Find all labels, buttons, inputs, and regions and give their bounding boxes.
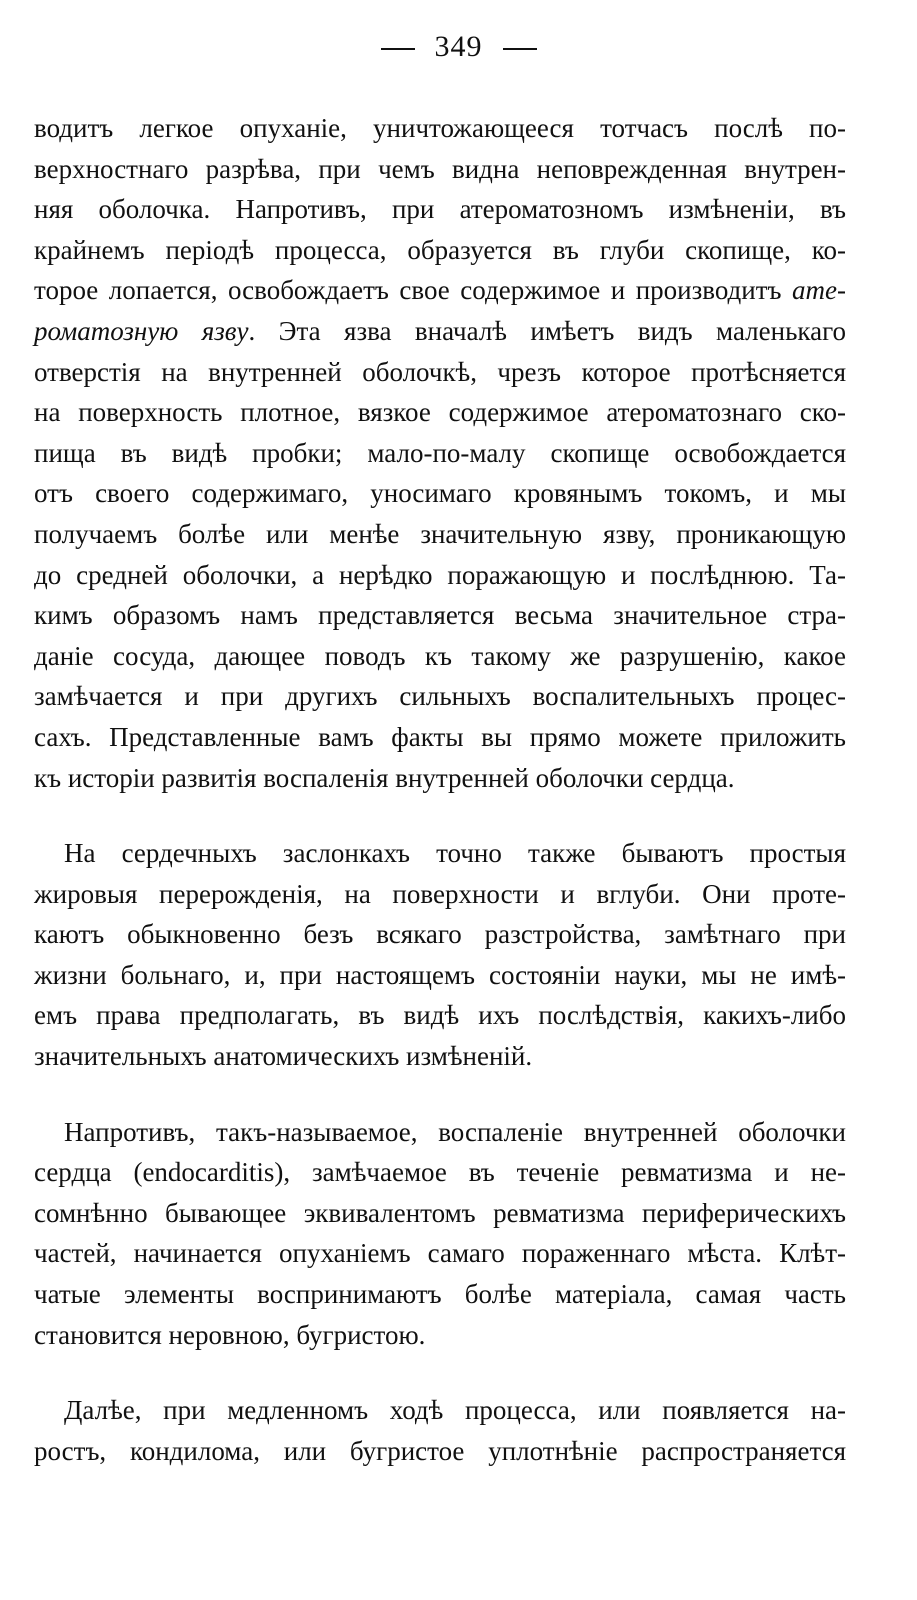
text-line: до средней оболочки, а нерѣдко поражающую и послѣднюю. Та- xyxy=(34,559,846,590)
text-line: отверстія на внутренней оболочкѣ, чрезъ которое протѣсняется xyxy=(34,356,846,387)
text-line: водитъ легкое опуханіе, уничтожающееся тотчасъ послѣ по- xyxy=(34,113,846,143)
text-line: каютъ обыкновенно безъ всякаго разстройства, замѣтнаго при xyxy=(34,919,846,950)
page-text xyxy=(34,108,846,1471)
text-line-with-italic xyxy=(34,270,846,311)
text-line-plain: торое лопается, освобождаетъ свое содержимое и производитъ xyxy=(34,275,782,306)
text-line: жизни больнаго, и, при настоящемъ состояніи науки, мы не имѣ- xyxy=(34,959,846,990)
header-dash-right xyxy=(503,48,537,50)
text-line: пища въ видѣ пробки; мало-по-малу скопище освобождается xyxy=(34,437,846,468)
text-line: жировыя перерожденія, на поверхности и вглуби. Они проте- xyxy=(34,878,846,909)
italic-term-end: роматозную язву xyxy=(34,315,249,346)
paragraph-1 xyxy=(34,108,846,798)
italic-term-start: ате- xyxy=(792,275,847,306)
text-line: чатые элементы воспринимаютъ болѣе матеріала, самая часть xyxy=(34,1279,846,1310)
text-line-plain: . Эта язва вначалѣ имѣетъ видъ маленькаго xyxy=(248,315,846,346)
text-line: на поверхность плотное, вязкое содержимое атероматознаго ско- xyxy=(34,397,846,428)
text-line: сомнѣнно бывающее эквивалентомъ ревматизма периферическихъ xyxy=(34,1197,846,1228)
page-header xyxy=(0,30,917,64)
text-line: Далѣе, при медленномъ ходѣ процесса, или появляется на- xyxy=(64,1395,846,1426)
text-line-with-italic xyxy=(34,311,846,352)
text-line: отъ своего содержимаго, уносимаго кровянымъ токомъ, и мы xyxy=(34,478,846,509)
text-line: ростъ, кондилома, или бугристое уплотнѣніе распространяется xyxy=(34,1435,846,1466)
text-line: даніе сосуда, дающее поводъ къ такому же разрушенію, какое xyxy=(34,640,846,671)
text-line: Напротивъ, такъ-называемое, воспаленіе внутренней оболочки xyxy=(64,1116,846,1147)
header-dash-left xyxy=(381,48,415,50)
text-line: частей, начинается опуханіемъ самаго пораженнаго мѣста. Клѣт- xyxy=(34,1238,846,1269)
text-line: емъ права предполагать, въ видѣ ихъ послѣдствія, какихъ-либо xyxy=(34,1000,846,1031)
text-line: становится неровною, бугристою. xyxy=(34,1319,426,1350)
text-line: На сердечныхъ заслонкахъ точно также бываютъ простыя xyxy=(64,838,846,869)
text-line: сахъ. Представленные вамъ факты вы прямо можете приложить xyxy=(34,721,846,752)
text-line: верхностнаго разрѣва, при чемъ видна неповрежденная внутрен- xyxy=(34,153,846,184)
text-line: кимъ образомъ намъ представляется весьма значительное стра- xyxy=(34,600,846,631)
page-number: 349 xyxy=(434,30,483,63)
text-line: получаемъ болѣе или менѣе значительную язву, проникающую xyxy=(34,518,846,549)
text-line: замѣчается и при другихъ сильныхъ воспалительныхъ процес- xyxy=(34,681,846,712)
text-line: къ исторіи развитія воспаленія внутренней оболочки сердца. xyxy=(34,762,735,793)
text-line: крайнемъ періодѣ процесса, образуется въ глуби скопище, ко- xyxy=(34,234,846,265)
text-line: сердца (endocarditis), замѣчаемое въ теченіе ревматизма и не- xyxy=(34,1157,846,1188)
paragraph-4 xyxy=(34,1390,846,1471)
paragraph-3 xyxy=(34,1112,846,1356)
paragraph-2 xyxy=(34,833,846,1077)
text-line: значительныхъ анатомическихъ измѣненій. xyxy=(34,1041,533,1072)
text-line: няя оболочка. Напротивъ, при атероматозномъ измѣненіи, въ xyxy=(34,194,846,225)
